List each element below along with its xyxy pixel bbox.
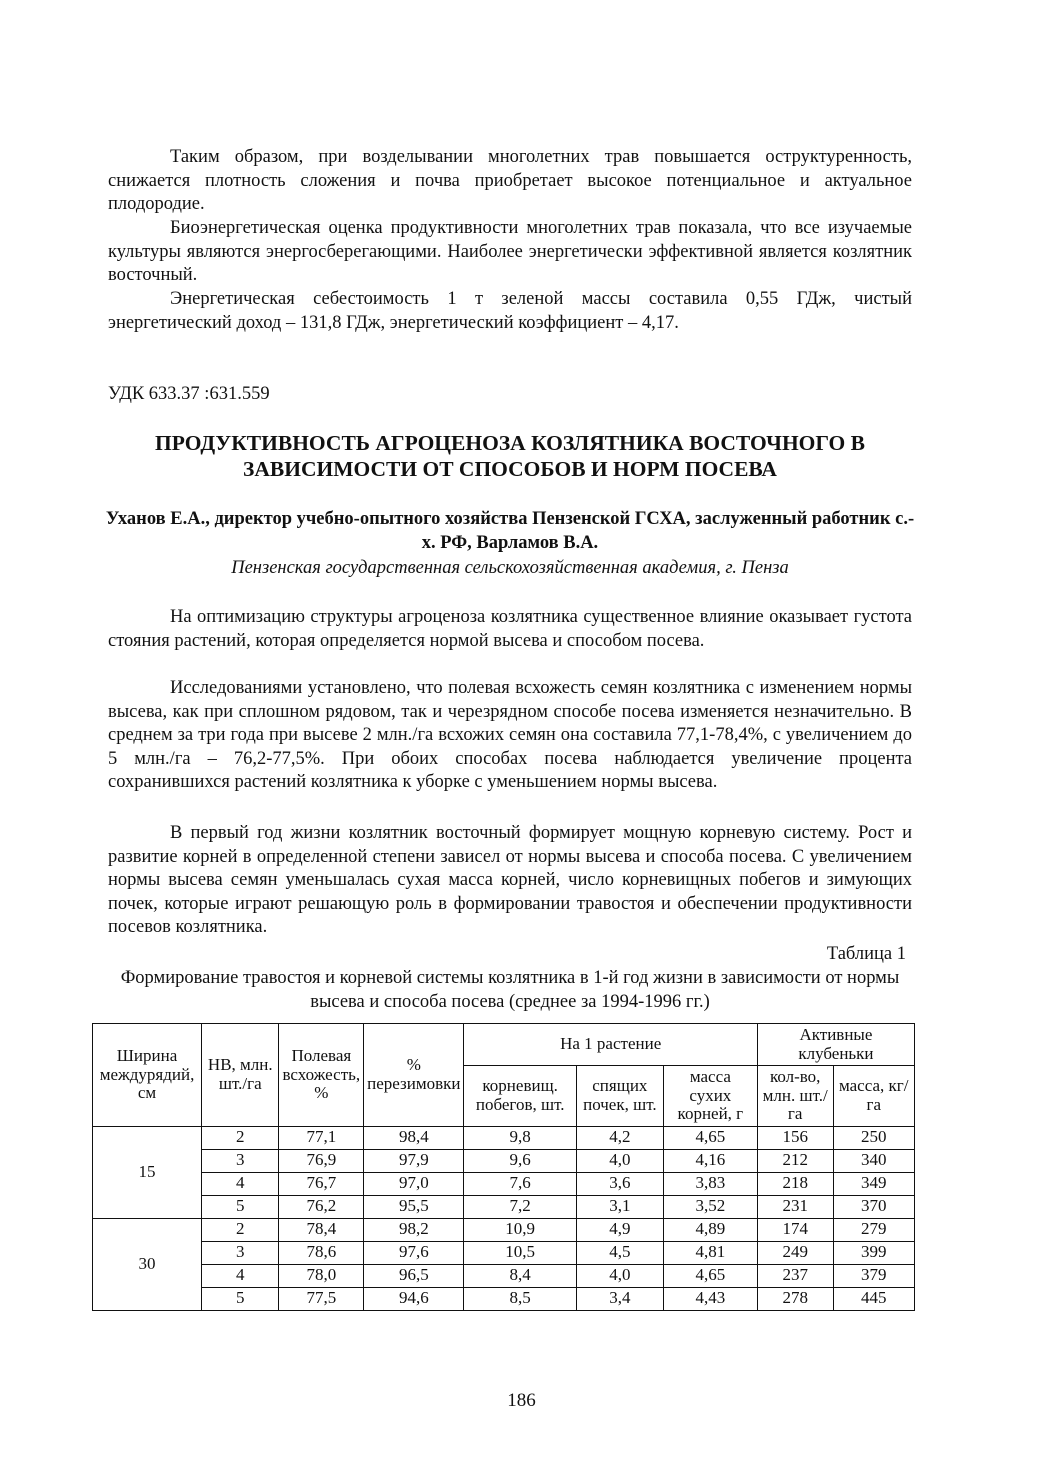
table-cell: 349 (833, 1172, 915, 1195)
table-body (93, 1126, 915, 1310)
table-cell: 3,4 (576, 1287, 663, 1310)
page-number: 186 (507, 1390, 536, 1411)
table-cell: 10,9 (464, 1218, 576, 1241)
table-cell: 231 (757, 1195, 833, 1218)
table-cell-row-spacing: 15 (93, 1126, 202, 1218)
table-label: Таблица 1 (826, 944, 906, 964)
table-cell: 3 (202, 1149, 279, 1172)
table-cell: 96,5 (364, 1264, 464, 1287)
table-cell: 95,5 (364, 1195, 464, 1218)
table-cell: 78,0 (279, 1264, 364, 1287)
table-cell: 3 (202, 1241, 279, 1264)
article-authors: Уханов Е.А., директор учебно-опытного хозяйства Пензенской ГСХА, заслуженный работник с.-х. РФ, Варламов В.А. (105, 509, 915, 553)
table-cell: 7,2 (464, 1195, 576, 1218)
table-cell: 4,89 (663, 1218, 757, 1241)
table-row (93, 1195, 915, 1218)
table-cell: 218 (757, 1172, 833, 1195)
table-cell: 4,81 (663, 1241, 757, 1264)
article-affiliation: Пензенская государственная сельскохозяйственная академия, г. Пенза (231, 558, 789, 578)
table-caption: Формирование травостоя и корневой системы козлятника в 1-й год жизни в зависимости от нормы высева и способа посева (среднее за 1994-1996 гг.) (120, 968, 900, 1012)
header-per-plant: На 1 растение (464, 1024, 757, 1066)
table-cell: 379 (833, 1264, 915, 1287)
table-cell: 97,9 (364, 1149, 464, 1172)
header-seeding-rate: НВ, млн. шт./га (202, 1024, 279, 1127)
table-cell: 98,4 (364, 1126, 464, 1149)
table-cell: 212 (757, 1149, 833, 1172)
table-cell: 98,2 (364, 1218, 464, 1241)
table-cell: 278 (757, 1287, 833, 1310)
table-cell: 399 (833, 1241, 915, 1264)
table-cell: 250 (833, 1126, 915, 1149)
table-cell: 10,5 (464, 1241, 576, 1264)
table-cell: 2 (202, 1218, 279, 1241)
paragraph-intro-2: Биоэнергетическая оценка продуктивности многолетних трав показала, что все изучаемые культуры являются энергосберегающими. Наиболее энергетически эффективной является козлятник восточный. (108, 218, 912, 286)
table-row (93, 1218, 915, 1241)
table-cell: 340 (833, 1149, 915, 1172)
paragraph-intro-3: Энергетическая себестоимость 1 т зеленой массы составила 0,55 ГДж, чистый энергетический доход – 131,8 ГДж, энергетический коэффициент – 4,17. (108, 289, 912, 333)
table-cell: 4 (202, 1172, 279, 1195)
table-cell: 4,0 (576, 1264, 663, 1287)
table-row (93, 1172, 915, 1195)
header-dormant-buds: спящих почек, шт. (576, 1066, 663, 1127)
table-cell: 4,65 (663, 1264, 757, 1287)
header-row-spacing: Ширина междурядий, см (93, 1024, 202, 1127)
table-cell: 3,1 (576, 1195, 663, 1218)
table-cell-row-spacing: 30 (93, 1218, 202, 1310)
header-nodule-mass: масса, кг/га (833, 1066, 915, 1127)
table-cell: 3,52 (663, 1195, 757, 1218)
table-row (93, 1287, 915, 1310)
table-cell: 4,9 (576, 1218, 663, 1241)
header-overwintering: % перезимовки (364, 1024, 464, 1127)
paragraph-main-1: На оптимизацию структуры агроценоза козлятника существенное влияние оказывает густота стояния растений, которая определяется нормой высева и способом посева. (108, 607, 912, 651)
table-cell: 370 (833, 1195, 915, 1218)
header-nodule-count: кол-во, млн. шт./га (757, 1066, 833, 1127)
table-cell: 3,6 (576, 1172, 663, 1195)
table-row (93, 1241, 915, 1264)
table-cell: 77,5 (279, 1287, 364, 1310)
table-cell: 78,6 (279, 1241, 364, 1264)
table-cell: 7,6 (464, 1172, 576, 1195)
table-cell: 76,2 (279, 1195, 364, 1218)
table-cell: 9,8 (464, 1126, 576, 1149)
data-table (92, 1023, 915, 1311)
table-cell: 5 (202, 1287, 279, 1310)
table-cell: 76,9 (279, 1149, 364, 1172)
table-cell: 4,65 (663, 1126, 757, 1149)
table-cell: 2 (202, 1126, 279, 1149)
paragraph-main-2: Исследованиями установлено, что полевая всхожесть семян козлятника с изменением нормы высева, как при сплошном рядовом, так и черезрядном способе посева изменяется незначительно. В среднем за три года при высеве 2 млн./га всхожих семян она составила 77,1-78,4%, с увеличением до 5 млн./га – 76,2-77,5%. При обоих способах посева наблюдается увеличение процента сохранившихся растений козлятника к уборке с уменьшением нормы высева. (108, 678, 912, 793)
table-cell: 97,0 (364, 1172, 464, 1195)
header-nodules: Активные клубеньки (757, 1024, 914, 1066)
article-title: ПРОДУКТИВНОСТЬ АГРОЦЕНОЗА КОЗЛЯТНИКА ВОСТОЧНОГО В ЗАВИСИМОСТИ ОТ СПОСОБОВ И НОРМ ПОСЕВА (155, 431, 865, 481)
table-cell: 156 (757, 1126, 833, 1149)
table-cell: 4,16 (663, 1149, 757, 1172)
table-cell: 77,1 (279, 1126, 364, 1149)
paragraph-main-3: В первый год жизни козлятник восточный формирует мощную корневую систему. Рост и развитие корней в определенной степени зависел от нормы высева и способа посева. С увеличением нормы высева семян уменьшалась сухая масса корней, число корневищных побегов и зимующих почек, которые играют решающую роль в формировании травостоя и обеспечении продуктивности посевов козлятника. (108, 823, 912, 938)
table-cell: 97,6 (364, 1241, 464, 1264)
table-cell: 94,6 (364, 1287, 464, 1310)
table-cell: 78,4 (279, 1218, 364, 1241)
table-cell: 4,5 (576, 1241, 663, 1264)
table-cell: 174 (757, 1218, 833, 1241)
table-cell: 237 (757, 1264, 833, 1287)
table-cell: 76,7 (279, 1172, 364, 1195)
header-root-mass: масса сухих корней, г (663, 1066, 757, 1127)
table-row (93, 1264, 915, 1287)
paragraph-intro-1: Таким образом, при возделывании многолетних трав повышается оструктуренность, снижается плотность сложения и почва приобретает высокое потенциальное и актуальное плодородие. (108, 147, 912, 215)
table-cell: 4 (202, 1264, 279, 1287)
header-germination: Полевая всхожесть, % (279, 1024, 364, 1127)
table-cell: 4,2 (576, 1126, 663, 1149)
table-cell: 445 (833, 1287, 915, 1310)
table-cell: 3,83 (663, 1172, 757, 1195)
table-cell: 9,6 (464, 1149, 576, 1172)
table-row (93, 1126, 915, 1149)
table-cell: 8,5 (464, 1287, 576, 1310)
udk-code: УДК 633.37 :631.559 (108, 384, 270, 404)
table-cell: 4,0 (576, 1149, 663, 1172)
table-cell: 249 (757, 1241, 833, 1264)
table-cell: 8,4 (464, 1264, 576, 1287)
table-cell: 5 (202, 1195, 279, 1218)
table-row (93, 1149, 915, 1172)
table-cell: 4,43 (663, 1287, 757, 1310)
table-cell: 279 (833, 1218, 915, 1241)
header-rhizome-shoots: корневищ. побегов, шт. (464, 1066, 576, 1127)
